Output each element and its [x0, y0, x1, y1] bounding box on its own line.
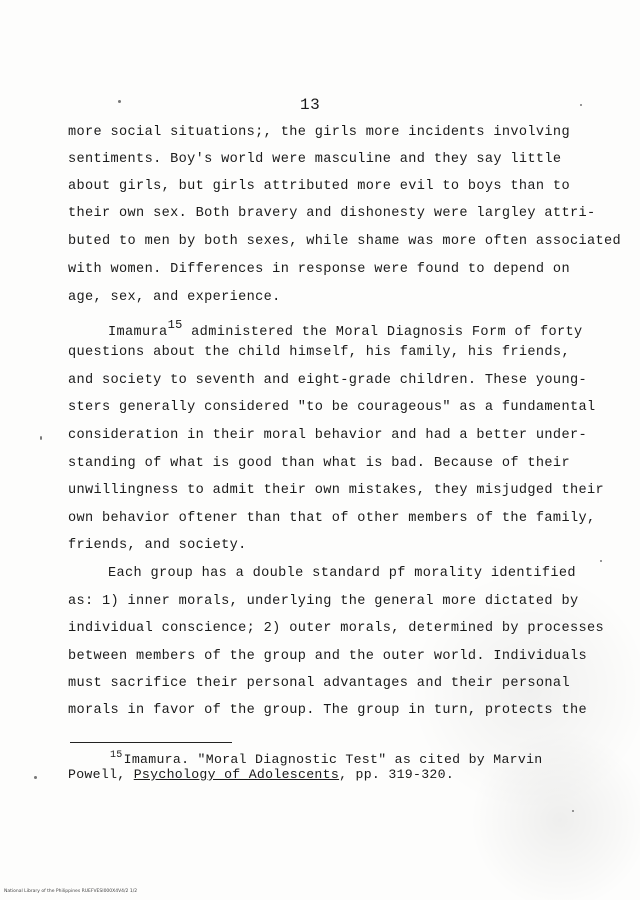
- p1-line-7: age, sex, and experience.: [68, 290, 281, 305]
- p1-line-4: their own sex. Both bravery and dishonesty were largley attri-: [68, 206, 596, 221]
- footnote-reference: 15: [167, 318, 183, 332]
- p3-line-4: between members of the group and the outer world. Individuals: [68, 649, 587, 664]
- p3-line-1: Each group has a double standard pf morality identified: [108, 566, 576, 581]
- scan-speck: [34, 776, 37, 779]
- p2-line-8: own behavior oftener than that of other members of the family,: [68, 511, 596, 526]
- p3-line-3: individual conscience; 2) outer morals, determined by processes: [68, 621, 604, 636]
- p2-author: Imamura: [108, 325, 168, 340]
- scan-speck: [572, 810, 574, 812]
- footnote-book-title: Psychology of Adolescents: [133, 767, 340, 782]
- footnote-citation: Imamura. "Moral Diagnostic Test" as cited by Marvin: [123, 752, 543, 767]
- p1-line-5: buted to men by both sexes, while shame was more often associated: [68, 234, 621, 249]
- scan-speck: [580, 104, 582, 106]
- p2-line-6: standing of what is good than what is bad. Because of their: [68, 456, 570, 471]
- p1-line-3: about girls, but girls attributed more evil to boys than to: [68, 179, 570, 194]
- p2-line-2: questions about the child himself, his family, his friends,: [68, 345, 570, 360]
- p2-line-5: consideration in their moral behavior and had a better under-: [68, 428, 587, 443]
- p2-line-9: friends, and society.: [68, 538, 247, 553]
- p1-line-1: more social situations;, the girls more incidents involving: [68, 125, 570, 140]
- p2-line-3: and society to seventh and eight-grade children. These young-: [68, 373, 587, 388]
- p2-line-1: [108, 316, 583, 342]
- p1-line-6: with women. Differences in response were found to depend on: [68, 262, 570, 277]
- scan-speck: [600, 560, 602, 562]
- scan-speck: [40, 436, 42, 440]
- footnote-rule: [70, 742, 232, 743]
- footnote-author: Powell,: [68, 767, 134, 782]
- archive-footer: National Library of the Philippines RUEFVESI000X4V4/2 1/2: [4, 889, 138, 894]
- p3-line-2: as: 1) inner morals, underlying the general more dictated by: [68, 594, 579, 609]
- p3-line-6: morals in favor of the group. The group in turn, protects the: [68, 703, 587, 718]
- p2-line-4: sters generally considered "to be courageous" as a fundamental: [68, 400, 596, 415]
- footnote-mark: 15: [110, 750, 123, 761]
- footnote-line-2: [68, 767, 454, 782]
- p3-line-5: must sacrifice their personal advantages and their personal: [68, 676, 570, 691]
- p1-line-2: sentiments. Boy's world were masculine and they say little: [68, 152, 562, 167]
- footnote-line-1: [110, 750, 543, 767]
- page-number: 13: [300, 96, 321, 114]
- footnote-pages: , pp. 319-320.: [339, 767, 455, 782]
- p2-line-1-rest: administered the Moral Diagnosis Form of forty: [182, 325, 583, 340]
- scan-speck: [118, 100, 121, 103]
- p2-line-7: unwillingness to admit their own mistakes, they misjudged their: [68, 483, 604, 498]
